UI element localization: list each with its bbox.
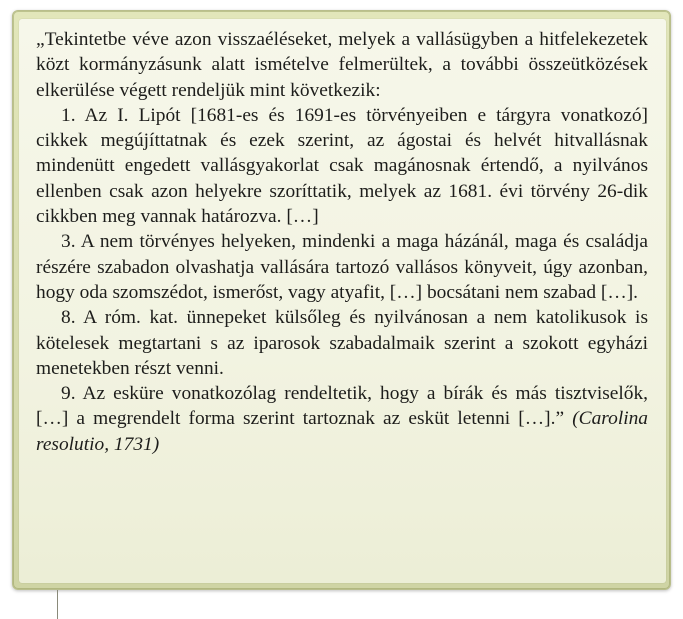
quote-intro: „Tekintetbe véve azon visszaéléseket, melyek a vallásügyben a hitfelekezetek közt kormányzásunk alatt ismételve felmerültek, a további összeütközések elkerülése végett rendeljük mint következik: [36, 29, 648, 101]
quote-paragraph-9 [36, 381, 648, 457]
quote-text [36, 27, 648, 457]
source-citation: (Carolina resolutio, 1731) [36, 408, 648, 455]
quote-paragraph-1: 1. Az I. Lipót [1681-es és 1691-es törvényeiben e tárgyra vonatkozó] cikkek megújíttatnak és ezek szerint, az ágostai és helvét hitvallásnak mindenütt engedett vallásgyakorlat csak magánosnak értendő, a nyilvános ellenben csak azon helyekre szoríttatik, melyek az 1681. évi törvény 26-dik cikkben meg vannak határozva. […] [36, 104, 648, 228]
quote-paragraph-8: 8. A róm. kat. ünnepeket külsőleg és nyilvánosan a nem katolikusok is kötelesek megtartani s az iparosok szabadalmaik szerint a szokott egyházi menetekben részt venni. [36, 307, 648, 379]
quote-paragraph-9-text: 9. Az esküre vonatkozólag rendeltetik, hogy a bírák és más tisztviselők, […] a megrendelt forma szerint tartoznak az esküt letenni […].” [36, 383, 648, 430]
quote-paragraph-3: 3. A nem törvényes helyeken, mindenki a maga házánál, maga és családja részére szabadon olvashatja vallására tartozó vallásos könyveit, úgy azonban, hogy oda szomszédot, ismerőst, vagy atyafit, […] bocsátani nem szabad […]. [36, 231, 648, 303]
page-margin-rule [57, 590, 58, 619]
